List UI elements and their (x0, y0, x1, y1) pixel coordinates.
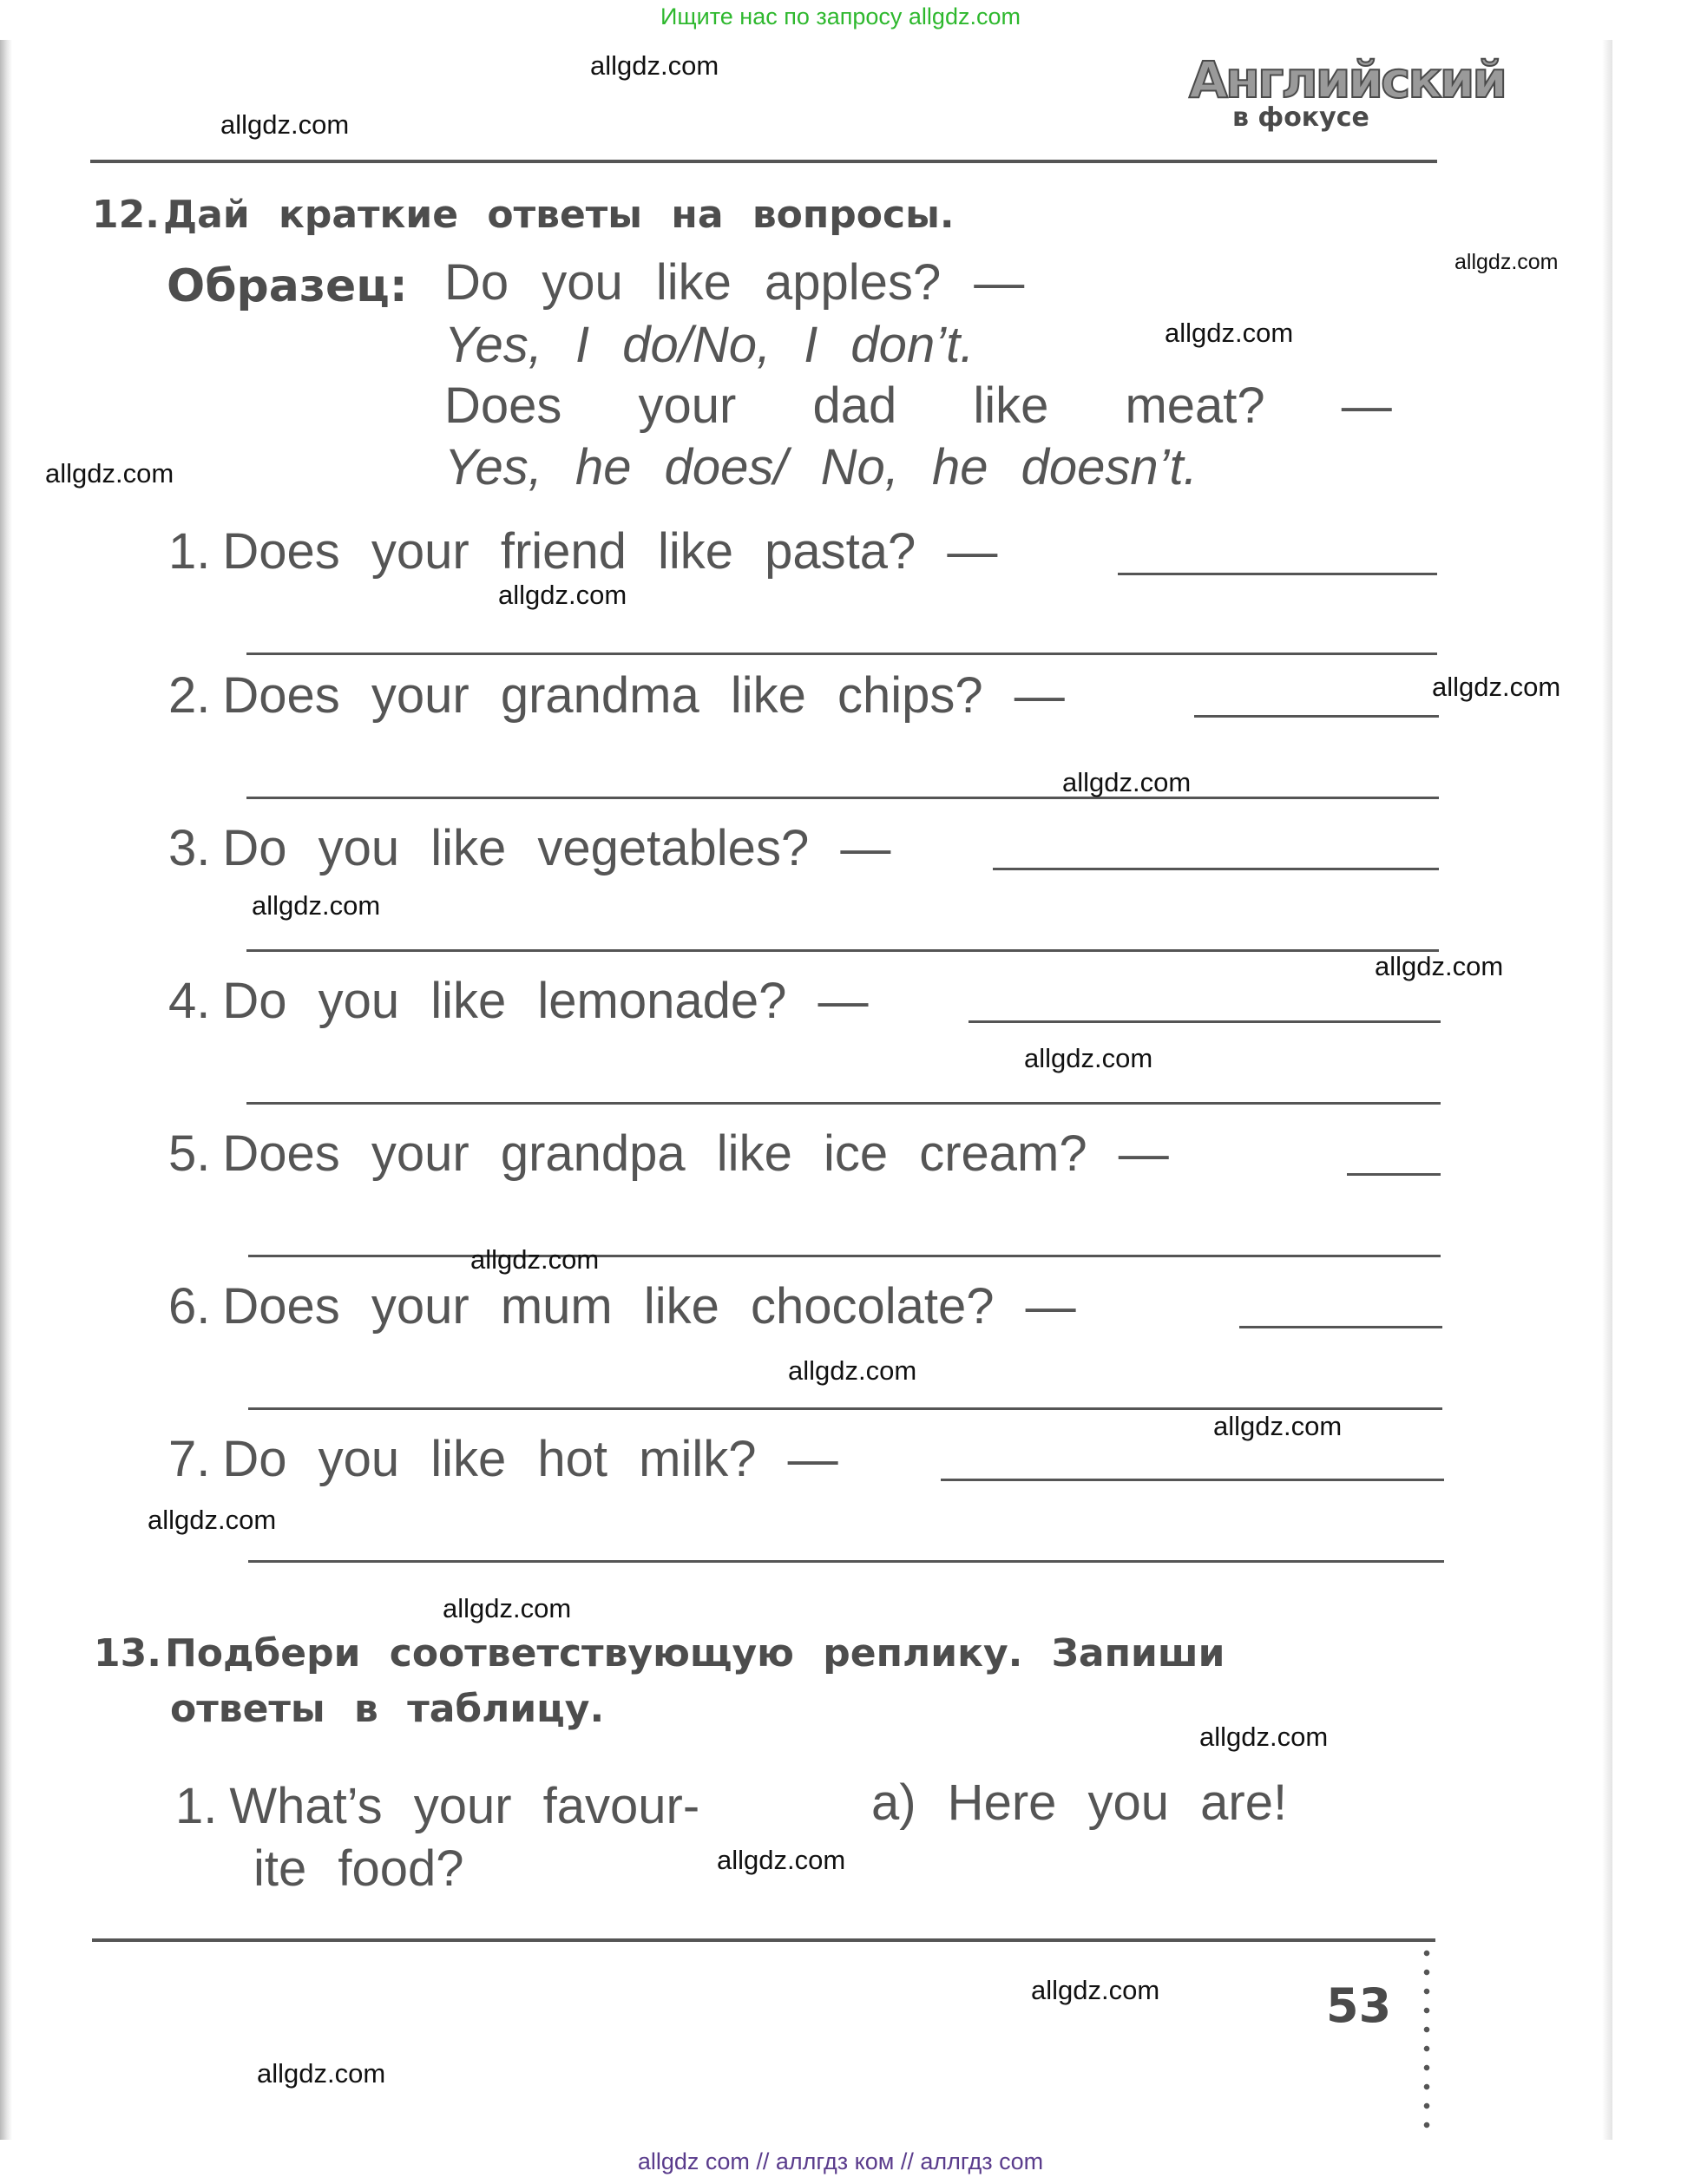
watermark: allgdz.com (1031, 1975, 1160, 2005)
watermark: allgdz.com (717, 1845, 846, 1875)
answer-line-6b[interactable] (248, 1407, 1442, 1410)
question-7 (168, 1430, 838, 1488)
task-12-number: 12. (92, 193, 160, 237)
question-3-text: Do you like vegetables? — (222, 820, 891, 876)
task-13-item-1-text-1: What’s your favour- (229, 1778, 700, 1834)
task-13-item-1-number: 1. (175, 1778, 218, 1834)
question-4 (168, 972, 869, 1030)
header-rule (90, 160, 1437, 163)
task-12-heading (92, 193, 955, 237)
watermark: allgdz.com (220, 109, 350, 140)
answer-line-1b[interactable] (246, 653, 1437, 655)
answer-line-7a[interactable] (941, 1479, 1444, 1481)
question-2-number: 2. (168, 667, 211, 724)
sample-question-2: Does your dad like meat? — (444, 377, 1392, 434)
question-4-text: Do you like lemonade? — (222, 973, 869, 1029)
task-13-instruction-2: ответы в таблицу. (170, 1687, 605, 1731)
watermark: allgdz.com (1199, 1722, 1329, 1752)
task-13-number: 13. (94, 1631, 161, 1676)
watermark: allgdz.com (590, 50, 719, 81)
watermark: allgdz.com (1024, 1043, 1153, 1073)
question-1-text: Does your friend like pasta? — (222, 523, 998, 580)
page-number: 53 (1326, 1978, 1392, 2033)
question-2 (168, 666, 1065, 725)
answer-line-4b[interactable] (246, 1102, 1441, 1105)
question-5-text: Does your grandpa like ice cream? — (222, 1125, 1169, 1182)
watermark: allgdz.com (498, 580, 627, 610)
task-13-item-1-text-2: ite food? (253, 1840, 464, 1897)
watermark: allgdz.com (257, 2058, 386, 2089)
answer-line-5b[interactable] (248, 1255, 1441, 1257)
task-13-instruction-1: Подбери соответствующую реплику. Запиши (164, 1631, 1225, 1676)
answer-line-2a[interactable] (1194, 715, 1439, 718)
answer-line-2b[interactable] (246, 797, 1439, 799)
question-4-number: 4. (168, 973, 211, 1029)
answer-line-3a[interactable] (993, 868, 1439, 870)
sample-question-1: Do you like apples? — (444, 254, 1025, 311)
task-13-heading-line-1 (94, 1631, 1225, 1676)
answer-line-7b[interactable] (248, 1560, 1444, 1563)
question-3 (168, 819, 890, 877)
answer-line-1a[interactable] (1118, 573, 1437, 575)
sample-answer-2: Yes, he does/ No, he doesn’t. (444, 439, 1198, 495)
watermark: allgdz.com (1213, 1411, 1343, 1441)
question-7-number: 7. (168, 1431, 211, 1487)
bottom-banner[interactable]: allgdz com // аллгдз ком // аллгдз com (637, 2148, 1044, 2174)
watermark: allgdz.com (1062, 767, 1192, 797)
page-edge-dots (1423, 1944, 1430, 2135)
watermark: allgdz.com (1165, 318, 1294, 348)
question-2-text: Does your grandma like chips? — (222, 667, 1065, 724)
question-6-text: Does your mum like chocolate? — (222, 1278, 1076, 1335)
answer-line-5a[interactable] (1347, 1173, 1441, 1176)
sample-answer-1: Yes, I do/No, I don’t. (444, 317, 975, 373)
sample-label: Образец: (167, 260, 408, 312)
watermark: allgdz.com (252, 890, 381, 921)
page-binding-shadow (0, 40, 12, 2140)
watermark: allgdz.com (788, 1355, 917, 1386)
watermark: allgdz.com (1375, 951, 1504, 981)
watermark: allgdz.com (470, 1244, 600, 1275)
question-3-number: 3. (168, 820, 211, 876)
textbook-logo-title: Английский (1189, 50, 1506, 109)
task-13-item-1-line-1 (175, 1777, 699, 1835)
question-6 (168, 1277, 1076, 1335)
watermark: allgdz.com (1454, 250, 1559, 274)
answer-line-3b[interactable] (246, 949, 1439, 952)
watermark: allgdz.com (45, 458, 174, 489)
question-1-number: 1. (168, 523, 211, 580)
watermark: allgdz.com (1432, 672, 1561, 702)
top-search-banner[interactable]: Ищите нас по запросу allgdz.com (660, 3, 1021, 30)
watermark: allgdz.com (148, 1505, 277, 1535)
task-13-option-a: a) Here you are! (871, 1774, 1288, 1831)
question-5-number: 5. (168, 1125, 211, 1182)
question-7-text: Do you like hot milk? — (222, 1431, 838, 1487)
question-1 (168, 522, 997, 580)
textbook-logo-subtitle: в фокусе (1232, 102, 1369, 133)
answer-line-6a[interactable] (1239, 1326, 1442, 1328)
footer-rule (92, 1938, 1435, 1942)
watermark: allgdz.com (443, 1593, 572, 1623)
question-5 (168, 1125, 1169, 1183)
task-12-instruction: Дай краткие ответы на вопросы. (162, 193, 955, 237)
question-6-number: 6. (168, 1278, 211, 1335)
page-edge-shadow (1602, 40, 1612, 2140)
answer-line-4a[interactable] (969, 1020, 1441, 1023)
